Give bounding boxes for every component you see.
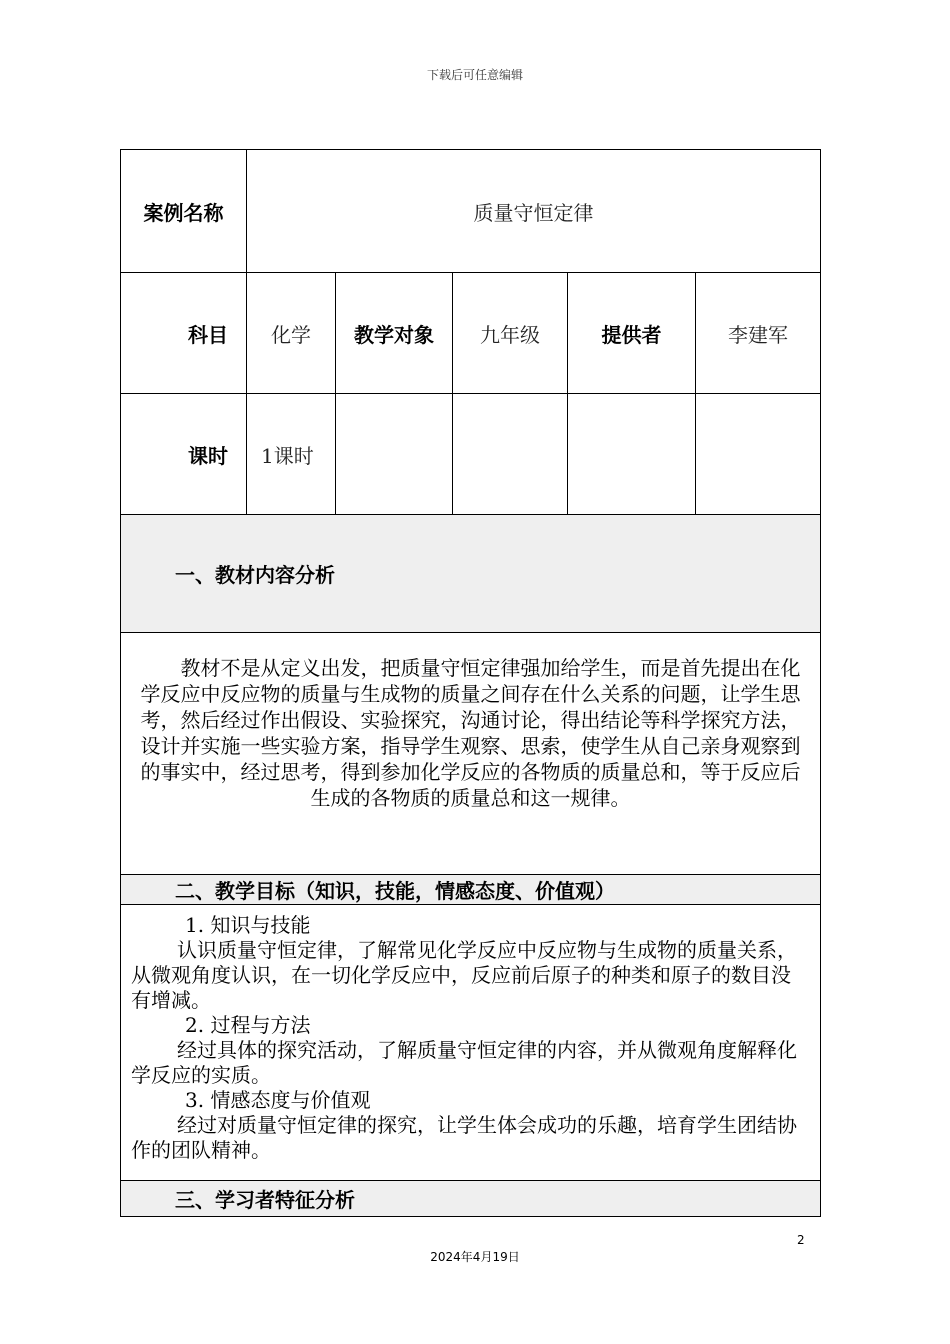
objective-heading: 3. 情感态度与价值观 — [185, 1088, 371, 1112]
header-note: 下载后可任意编辑 — [426, 68, 523, 82]
section-1-paragraph: 教材不是从定义出发，把质量守恒定律强加给学生，而是首先提出在化学反应中反应物的质量与生成物的质量之间存在什么关系的问题，让学生思考，然后经过作出假设、实验探究，沟通讨论，得出结论等科学探究方法，设计并实施一些实验方案，指导学生观察、思索，使学生从自己亲身观察到的事实中，经过思考，得到参加化学反应的各物质的质量总和，等于反应后生成的各物质的质量总和这一规律。 — [121, 633, 821, 875]
empty-cell — [568, 394, 696, 515]
row-subject — [121, 273, 821, 394]
row-section-3-title — [121, 1181, 821, 1217]
audience-value: 九年级 — [453, 273, 568, 394]
hours-label: 课时 — [121, 394, 247, 515]
objectives-block — [121, 905, 821, 1181]
case-name-label: 案例名称 — [121, 150, 247, 273]
page-number: 2 — [797, 1233, 805, 1247]
case-table — [120, 149, 821, 1217]
objective-heading: 2. 过程与方法 — [185, 1013, 311, 1037]
row-section-1-title — [121, 515, 821, 633]
empty-cell — [453, 394, 568, 515]
subject-label: 科目 — [121, 273, 247, 394]
objective-text: 认识质量守恒定律，了解常见化学反应中反应物与生成物的质量关系，从微观角度认识，在一切化学反应中，反应前后原子的种类和原子的数目没有增减。 — [131, 938, 797, 1012]
row-section-2-title — [121, 875, 821, 905]
case-name-value: 质量守恒定律 — [247, 150, 821, 273]
empty-cell — [336, 394, 453, 515]
row-section-2-body — [121, 905, 821, 1181]
section-2-title: 二、教学目标（知识，技能，情感态度、价值观） — [121, 875, 821, 905]
row-case-name — [121, 150, 821, 273]
objective-text: 经过具体的探究活动，了解质量守恒定律的内容，并从微观角度解释化学反应的实质。 — [131, 1038, 797, 1087]
provider-label: 提供者 — [568, 273, 696, 394]
row-hours — [121, 394, 821, 515]
objective-text: 经过对质量守恒定律的探究，让学生体会成功的乐趣，培育学生团结协作的团队精神。 — [131, 1113, 797, 1162]
footer-date: 2024年4月19日 — [430, 1250, 520, 1264]
audience-label: 教学对象 — [336, 273, 453, 394]
provider-value: 李建军 — [696, 273, 821, 394]
hours-value: 1课时 — [247, 394, 336, 515]
section-3-title: 三、学习者特征分析 — [121, 1181, 821, 1217]
section-1-title: 一、教材内容分析 — [121, 515, 821, 633]
empty-cell — [696, 394, 821, 515]
objective-heading: 1. 知识与技能 — [185, 913, 311, 937]
row-section-1-body — [121, 633, 821, 875]
subject-value: 化学 — [247, 273, 336, 394]
